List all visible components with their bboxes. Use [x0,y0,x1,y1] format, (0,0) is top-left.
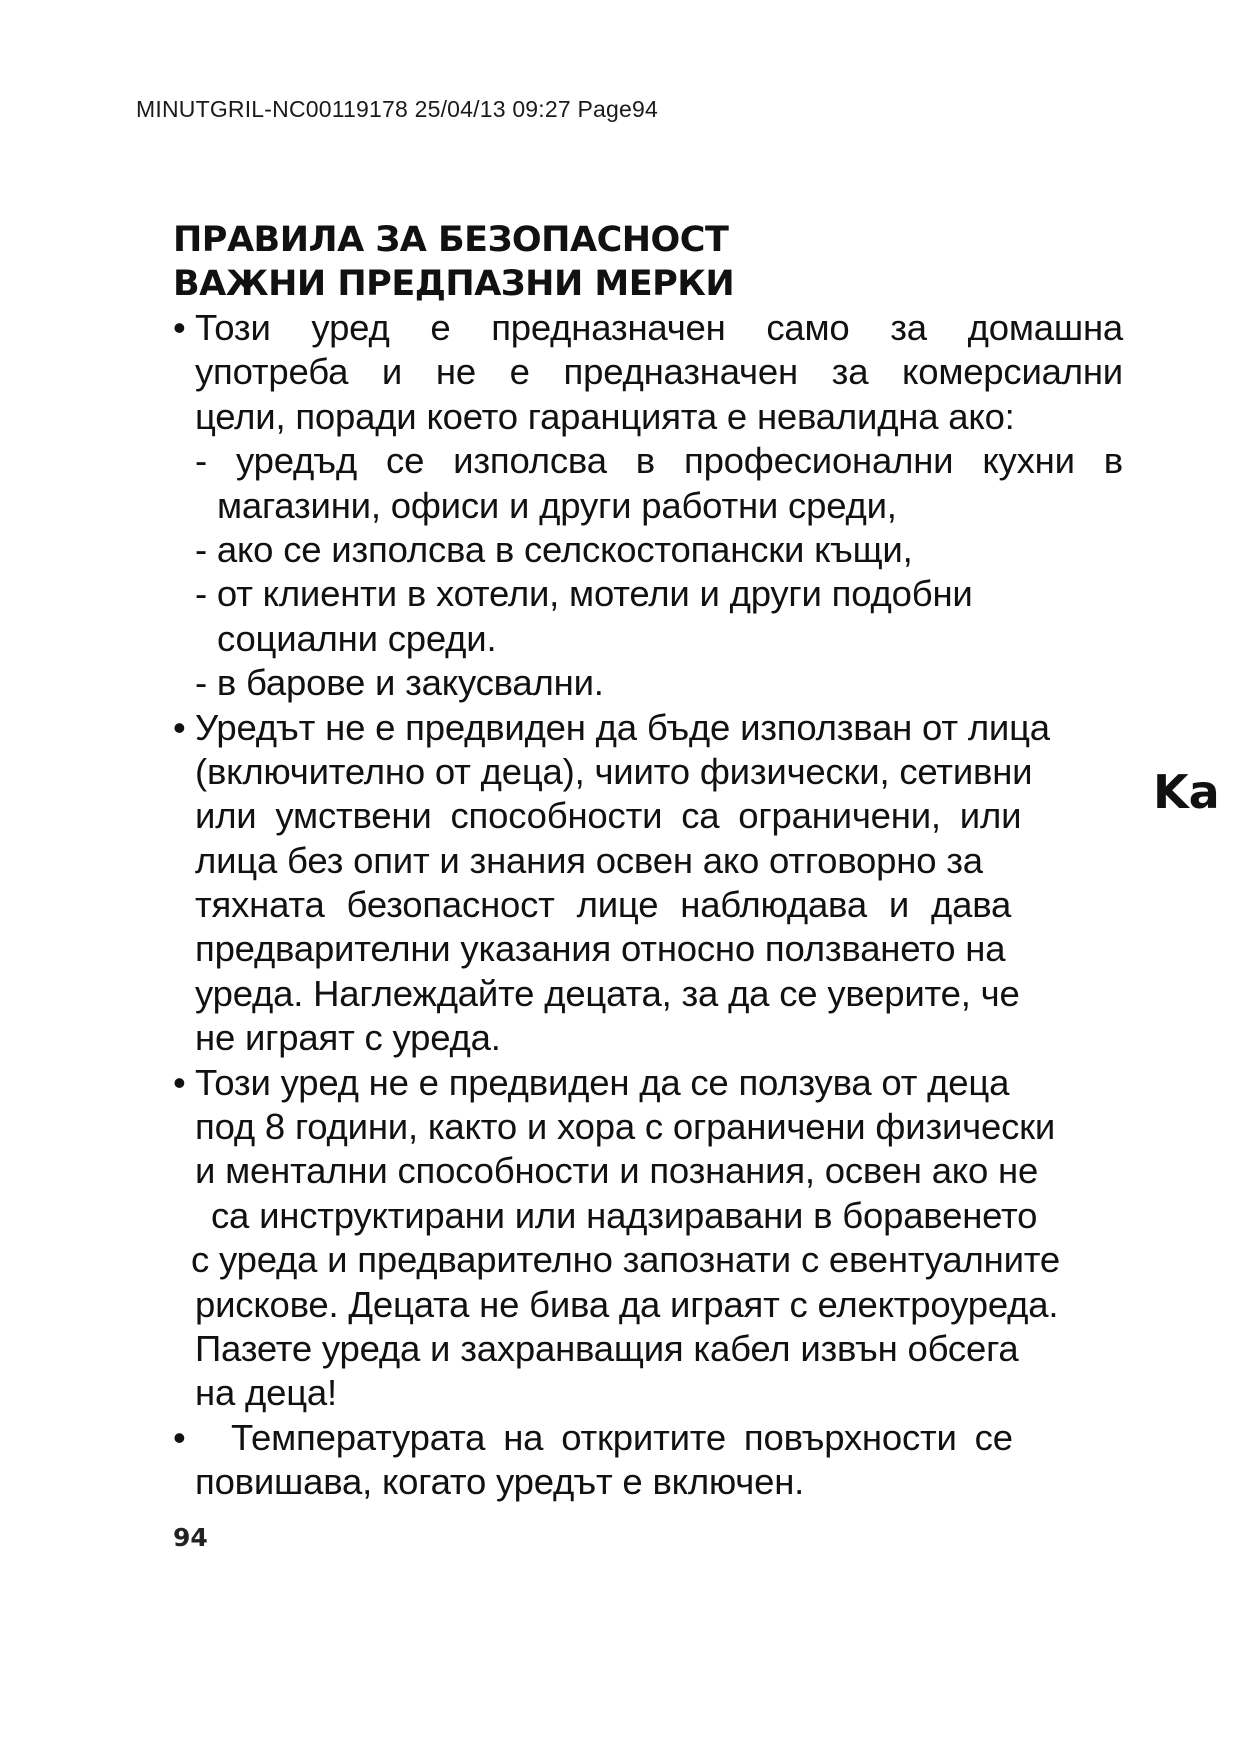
sub-item-continuation: социални среди. [217,617,497,659]
page-number: 94 [173,1523,208,1552]
sub-item: - ако се изполсва в селскостопански къщи, [195,528,913,570]
item-line: предварителни указания относно ползването на [195,928,1006,970]
item-line: лица без опит и знания освен ако отговорно за [195,839,983,881]
item-line: употреба и не е предназначен за комерсиални [195,351,1123,393]
item-line: с уреда и предварително запознати с евентуалните [191,1239,1060,1281]
item-line: рискове. Децата не бива да играят с електроуреда. [195,1283,1059,1325]
item-line: • Този уред не е предвиден да се ползува от деца [173,1061,1123,1105]
list-item [173,1416,1123,1505]
title-line-2: ВАЖНИ ПРЕДПАЗНИ МЕРКИ [173,264,735,304]
bullet-icon: • [173,307,186,348]
sub-item-continuation: магазини, офиси и други работни среди, [217,484,897,526]
item-line: повишава, когато уредът е включен. [195,1461,805,1503]
bullet-icon: • [173,706,186,748]
print-header: MINUTGRIL-NC00119178 25/04/13 09:27 Page94 [136,96,658,122]
section-title [173,218,734,306]
item-line: или умствени способности са ограничени, или [195,795,1022,837]
item-line: тяхната безопасност лице наблюдава и дава [195,884,1012,926]
bullet-icon: • [173,1061,186,1103]
sub-item: - от клиенти в хотели, мотели и други подобни [195,573,973,615]
item-line: и ментални способности и познания, освен ако не [195,1150,1039,1192]
item-line: не играят с уреда. [195,1017,501,1059]
item-line: • Температурата на откритите повърхности се [173,1416,1123,1460]
item-line: на деца! [195,1372,337,1414]
item-line: цели, поради което гаранцията е невалидна ако: [195,395,1015,437]
item-line: • Уредът не е предвиден да бъде използван от лица [173,706,1123,750]
list-item [173,706,1123,1061]
bullet-icon: • [173,1416,186,1458]
sub-item: - в барове и закусвални. [195,662,604,704]
list-item [173,1061,1123,1416]
sub-item: - уредъд се изполсва в професионални кухни в [195,440,1123,482]
item-line: уреда. Наглеждайте децата, за да се уверите, че [195,972,1020,1014]
item-line: • Този уред е предназначен само за домашна [173,306,1123,350]
item-line: под 8 години, както и хора с ограничени физически [195,1106,1056,1148]
item-line: са инструктирани или надзиравани в боравенето [211,1194,1038,1236]
safety-list [173,306,1123,1505]
title-line-1: ПРАВИЛА ЗА БЕЗОПАСНОСТ [173,220,729,260]
language-edge-tab: Ka [1153,765,1220,819]
item-line: Пазете уреда и захранващия кабел извън обсега [195,1327,1019,1369]
list-item [173,306,1123,706]
item-line: (включително от деца), чиито физически, сетивни [195,750,1033,792]
